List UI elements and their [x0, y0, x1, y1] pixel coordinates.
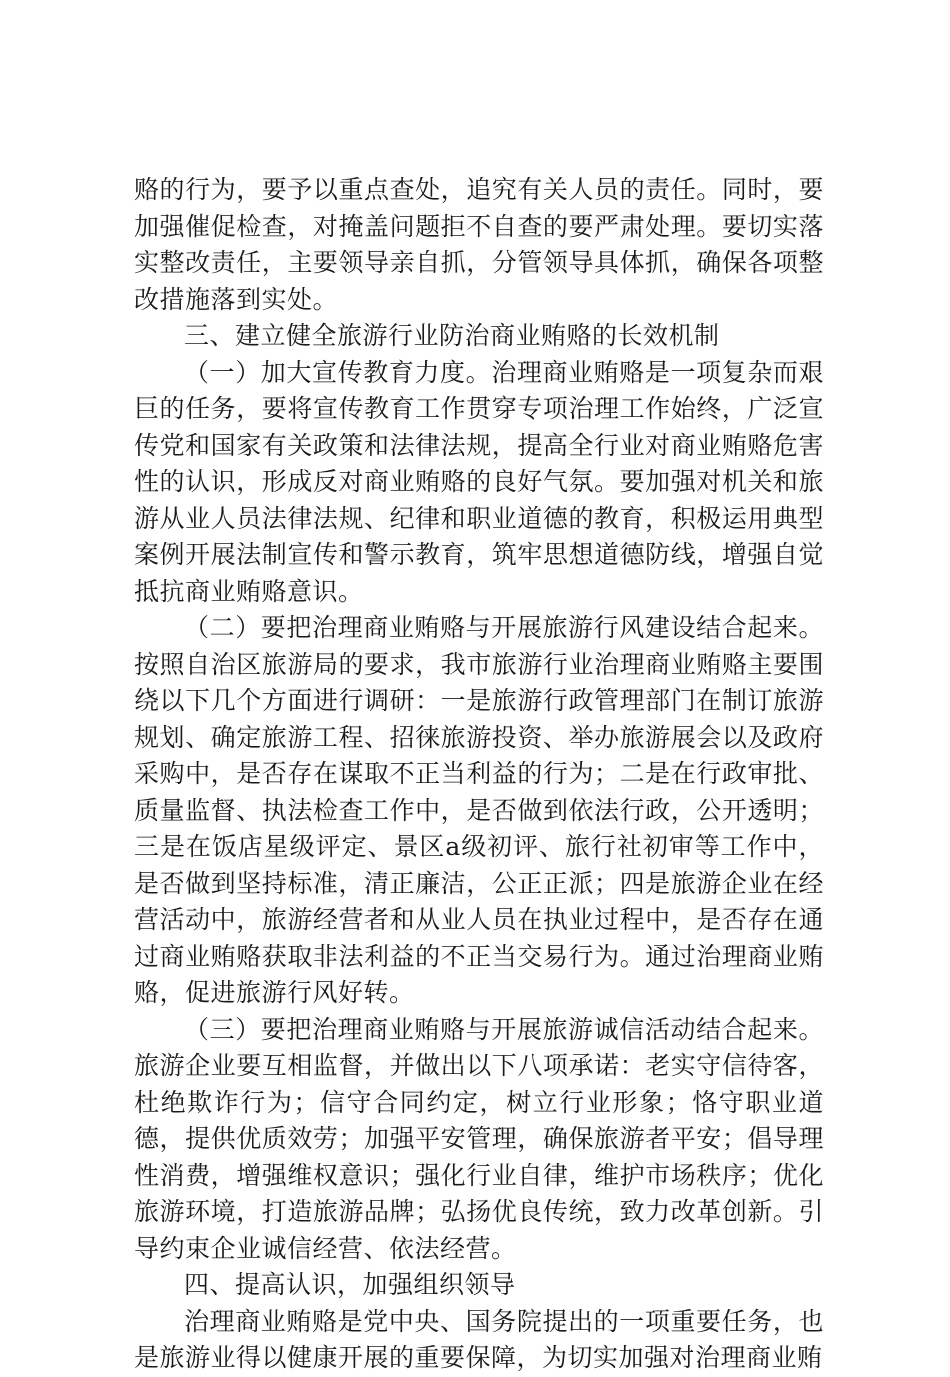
paragraph-leadership: 治理商业贿赂是党中央、国务院提出的一项重要任务，也是旅游业得以健康开展的重要保障，为切实加强对治理商业贿 [134, 1306, 824, 1372]
section-heading-4: 四、提高认识，加强组织领导 [184, 1270, 516, 1299]
paragraph-integrity-activity: （三）要把治理商业贿赂与开展旅游诚信活动结合起来。旅游企业要互相监督，并做出以下八项承诺：老实守信待客，杜绝欺诈行为；信守合同约定，树立行业形象；恪守职业道德，提供优质效劳；加强平安管理，确保旅游者平安；倡导理性消费，增强维权意识；强化行业自律，维护市场秩序；优化旅游环境，打造旅游品牌；弘扬优良传统，致力改革创新。引导约束企业诚信经营、依法经营。 [134, 1014, 824, 1263]
document-body [134, 172, 824, 1377]
section-heading-3: 三、建立健全旅游行业防治商业贿赂的长效机制 [184, 321, 720, 350]
paragraph-continuation: 赂的行为，要予以重点查处，追究有关人员的责任。同时，要加强催促检查，对掩盖问题拒不自查的要严肃处理。要切实落实整改责任，主要领导亲自抓，分管领导具体抓，确保各项整改措施落到实处。 [134, 175, 824, 314]
paragraph-publicity-education: （一）加大宣传教育力度。治理商业贿赂是一项复杂而艰巨的任务，要将宣传教育工作贯穿专项治理工作始终，广泛宣传党和国家有关政策和法律法规，提高全行业对商业贿赂危害性的认识，形成反对商业贿赂的良好气氛。要加强对机关和旅游从业人员法律法规、纪律和职业道德的教育，积极运用典型案例开展法制宣传和警示教育，筑牢思想道德防线，增强自觉抵抗商业贿赂意识。 [134, 357, 824, 606]
paragraph-industry-style: （二）要把治理商业贿赂与开展旅游行风建设结合起来。按照自治区旅游局的要求，我市旅游行业治理商业贿赂主要围绕以下几个方面进行调研：一是旅游行政管理部门在制订旅游规划、确定旅游工程、招徕旅游投资、举办旅游展会以及政府采购中，是否存在谋取不正当利益的行为；二是在行政审批、质量监督、执法检查工作中，是否做到依法行政，公开透明；三是在饭店星级评定、景区a级初评、旅行社初审等工作中，是否做到坚持标准，清正廉洁，公正正派；四是旅游企业在经营活动中，旅游经营者和从业人员在执业过程中，是否存在通过商业贿赂获取非法利益的不正当交易行为。通过治理商业贿赂，促进旅游行风好转。 [134, 613, 824, 1007]
